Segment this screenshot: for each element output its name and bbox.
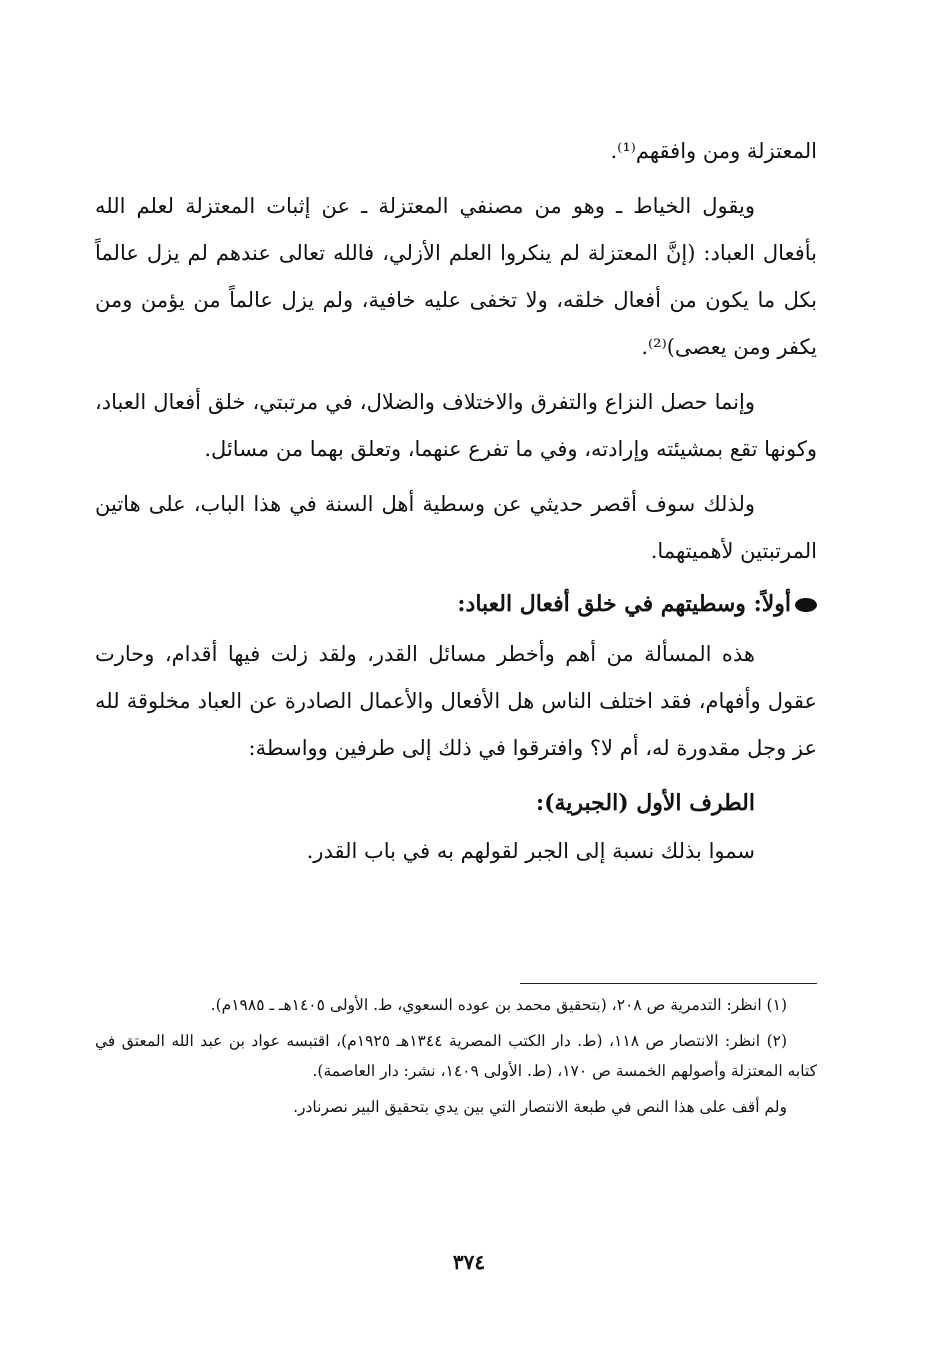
footnote-3: ولم أقف على هذا النص في طبعة الانتصار التي بين يدي بتحقيق البير نصرنادر. <box>293 1098 787 1116</box>
footnote-1: (١) انظر: التدمرية ص ٢٠٨، (بتحقيق محمد بن عوده السعوي، ط. الأولى ١٤٠٥هـ ـ ١٩٨٥م). <box>210 996 787 1014</box>
paragraph-5: هذه المسألة من أهم وأخطر مسائل القدر، ولقد زلت فيها أقدام، وحارت عقول وأفهام، فقد اختلف الناس هل الأفعال والأعمال الصادرة عن العباد مخلوقة لله عز وجل مقدورة له، أم لا؟ وافترقوا في ذلك إلى طرفين وواسطة: <box>95 642 817 760</box>
main-text <box>95 128 817 875</box>
paragraph-6: سموا بذلك نسبة إلى الجبر لقولهم به في باب القدر. <box>306 839 755 863</box>
section-heading <box>95 579 817 629</box>
bullet-icon <box>795 598 817 612</box>
subsection-heading: الطرف الأول (الجبرية): <box>535 790 755 816</box>
paragraph-4: ولذلك سوف أقصر حديثي عن وسطية أهل السنة في هذا الباب، على هاتين المرتبتين لأهميتهما. <box>95 492 817 563</box>
footnotes <box>95 990 817 1122</box>
section-heading-text: أولاً: وسطيتهم في خلق أفعال العباد: <box>457 591 791 617</box>
page-number: ٣٧٤ <box>452 1250 486 1274</box>
paragraph-3: وإنما حصل النزاع والتفرق والاختلاف والضلال، في مرتبتي، خلق أفعال العباد، وكونها تقع بمشيئته وإرادته، وفي ما تفرع عنهما، وتعلق بهما من مسائل. <box>95 390 817 461</box>
footnote-2: (٢) انظر: الانتصار ص ١١٨، (ط. دار الكتب المصرية ١٣٤٤هـ ١٩٢٥م)، اقتبسه عواد بن عبد الله المعتق في كتابه المعتزلة وأصولهم الخمسة ص ١٧٠، (ط. الأولى ١٤٠٩، نشر: دار العاصمة). <box>95 1032 817 1080</box>
footnote-separator <box>520 983 817 984</box>
paragraph-1: المعتزلة ومن وافقهم⁽¹⁾. <box>610 139 817 163</box>
paragraph-2: ويقول الخياط ـ وهو من مصنفي المعتزلة ـ عن إثبات المعتزلة لعلم الله بأفعال العباد: (إنَّ المعتزلة لم ينكروا العلم الأزلي، فالله تعالى عندهم لم يزل عالماً بكل ما يكون من أفعال خلقه، ولا تخفى عليه خافية، ولم يزل عالماً من يؤمن ومن يكفر ومن يعصى)⁽²⁾. <box>95 194 817 359</box>
